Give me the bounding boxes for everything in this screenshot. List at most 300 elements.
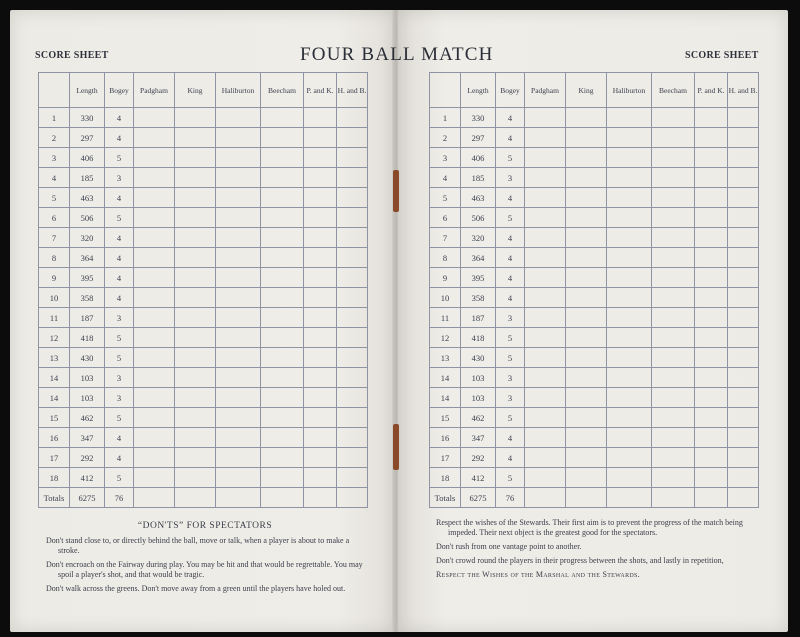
score-cell <box>607 408 652 428</box>
score-cell <box>337 188 368 208</box>
score-cell <box>728 148 759 168</box>
hole-bogey: 4 <box>105 268 134 288</box>
hole-bogey: 4 <box>105 228 134 248</box>
score-cell <box>175 168 216 188</box>
table-row <box>430 168 759 188</box>
totals-length: 6275 <box>461 488 496 508</box>
table-row <box>39 448 368 468</box>
score-cell <box>566 148 607 168</box>
hole-hole: 13 <box>430 348 461 368</box>
score-cell <box>652 108 695 128</box>
score-cell <box>216 368 261 388</box>
hole-length: 463 <box>461 188 496 208</box>
score-cell <box>134 448 175 468</box>
hole-length: 463 <box>70 188 105 208</box>
score-cell <box>175 468 216 488</box>
score-cell <box>216 208 261 228</box>
score-cell <box>175 208 216 228</box>
hole-length: 418 <box>70 328 105 348</box>
hole-bogey: 4 <box>105 288 134 308</box>
score-cell <box>134 268 175 288</box>
score-cell <box>337 368 368 388</box>
donts-title: “DON'TS” FOR SPECTATORS <box>137 521 273 531</box>
hole-hole: 11 <box>39 308 70 328</box>
score-cell <box>525 248 566 268</box>
score-cell <box>728 368 759 388</box>
table-row <box>430 228 759 248</box>
score-cell <box>261 408 304 428</box>
totals-row <box>39 488 368 508</box>
hole-length: 462 <box>70 408 105 428</box>
score-cell <box>728 128 759 148</box>
score-cell <box>304 108 337 128</box>
score-cell <box>525 228 566 248</box>
hole-length: 320 <box>461 228 496 248</box>
score-cell <box>695 248 728 268</box>
score-cell <box>134 128 175 148</box>
score-cell <box>216 228 261 248</box>
score-cell <box>525 348 566 368</box>
hole-hole: 17 <box>430 448 461 468</box>
table-row <box>430 408 759 428</box>
score-cell <box>304 328 337 348</box>
score-cell <box>261 288 304 308</box>
score-cell <box>695 208 728 228</box>
score-cell <box>652 248 695 268</box>
column-header: King <box>566 73 607 108</box>
score-cell <box>134 148 175 168</box>
score-cell <box>337 388 368 408</box>
score-cell <box>175 188 216 208</box>
hole-length: 358 <box>461 288 496 308</box>
score-cell <box>695 128 728 148</box>
table-row <box>39 428 368 448</box>
score-cell <box>337 488 368 508</box>
score-cell <box>261 128 304 148</box>
hole-length: 330 <box>70 108 105 128</box>
hole-hole: 8 <box>430 248 461 268</box>
hole-hole: 14 <box>430 368 461 388</box>
hole-length: 347 <box>461 428 496 448</box>
score-cell <box>525 108 566 128</box>
hole-length: 406 <box>70 148 105 168</box>
score-cell <box>525 448 566 468</box>
score-cell <box>216 188 261 208</box>
score-cell <box>261 488 304 508</box>
hole-length: 506 <box>461 208 496 228</box>
column-header: P. and K. <box>695 73 728 108</box>
column-header: King <box>175 73 216 108</box>
column-header: Beecham <box>261 73 304 108</box>
score-cell <box>652 188 695 208</box>
score-cell <box>134 328 175 348</box>
score-cell <box>175 228 216 248</box>
hole-bogey: 4 <box>496 128 525 148</box>
score-cell <box>337 128 368 148</box>
hole-hole: 3 <box>430 148 461 168</box>
column-header <box>430 73 461 108</box>
score-cell <box>728 448 759 468</box>
score-cell <box>566 468 607 488</box>
table-row <box>39 368 368 388</box>
staple-bottom <box>393 424 399 470</box>
hole-length: 330 <box>461 108 496 128</box>
dont-note: Don't encroach on the Fairway during play. You may be hit and that would be regrettable. You may spoil a player's shot, and that would be tragic. <box>46 560 363 579</box>
score-cell <box>728 488 759 508</box>
score-cell <box>261 428 304 448</box>
table-row <box>430 388 759 408</box>
hole-bogey: 4 <box>496 448 525 468</box>
score-cell <box>695 428 728 448</box>
score-cell <box>607 448 652 468</box>
score-cell <box>261 468 304 488</box>
score-cell <box>337 268 368 288</box>
score-cell <box>695 288 728 308</box>
table-row <box>39 228 368 248</box>
score-cell <box>652 268 695 288</box>
score-cell <box>134 428 175 448</box>
score-cell <box>216 268 261 288</box>
table-row <box>430 268 759 288</box>
score-cell <box>134 468 175 488</box>
totals-label: Totals <box>39 488 70 508</box>
column-header: Padgham <box>134 73 175 108</box>
score-cell <box>525 368 566 388</box>
score-cell <box>216 288 261 308</box>
hole-bogey: 5 <box>105 148 134 168</box>
score-cell <box>304 168 337 188</box>
spectator-donts <box>46 521 364 598</box>
score-cell <box>304 268 337 288</box>
score-cell <box>695 348 728 368</box>
score-cell <box>525 168 566 188</box>
score-cell <box>304 368 337 388</box>
hole-bogey: 4 <box>496 188 525 208</box>
table-row <box>39 468 368 488</box>
hole-hole: 4 <box>39 168 70 188</box>
score-cell <box>525 188 566 208</box>
score-cell <box>566 308 607 328</box>
page-title: FOUR BALL MATCH <box>300 44 494 65</box>
hole-bogey: 5 <box>105 468 134 488</box>
score-cell <box>134 388 175 408</box>
score-cell <box>607 288 652 308</box>
hole-hole: 3 <box>39 148 70 168</box>
totals-bogey: 76 <box>496 488 525 508</box>
hole-hole: 15 <box>39 408 70 428</box>
score-cell <box>337 448 368 468</box>
table-row <box>430 328 759 348</box>
hole-bogey: 5 <box>105 328 134 348</box>
score-cell <box>304 408 337 428</box>
hole-bogey: 4 <box>105 188 134 208</box>
hole-hole: 18 <box>39 468 70 488</box>
hole-hole: 7 <box>430 228 461 248</box>
hole-hole: 6 <box>39 208 70 228</box>
column-header: Haliburton <box>216 73 261 108</box>
score-cell <box>566 188 607 208</box>
hole-hole: 17 <box>39 448 70 468</box>
hole-bogey: 4 <box>496 108 525 128</box>
score-cell <box>728 428 759 448</box>
score-cell <box>695 228 728 248</box>
score-cell <box>566 128 607 148</box>
score-cell <box>134 228 175 248</box>
score-cell <box>175 108 216 128</box>
score-cell <box>216 128 261 148</box>
score-cell <box>304 148 337 168</box>
score-cell <box>566 228 607 248</box>
score-cell <box>607 268 652 288</box>
score-cell <box>216 448 261 468</box>
score-cell <box>261 348 304 368</box>
score-cell <box>525 308 566 328</box>
hole-hole: 5 <box>430 188 461 208</box>
score-cell <box>607 108 652 128</box>
hole-bogey: 5 <box>496 328 525 348</box>
score-cell <box>728 328 759 348</box>
score-cell <box>652 208 695 228</box>
score-cell <box>695 148 728 168</box>
score-cell <box>304 288 337 308</box>
hole-length: 395 <box>461 268 496 288</box>
score-cell <box>728 408 759 428</box>
score-cell <box>304 188 337 208</box>
hole-bogey: 4 <box>496 428 525 448</box>
hole-bogey: 4 <box>496 228 525 248</box>
column-header: Length <box>461 73 496 108</box>
hole-hole: 14 <box>430 388 461 408</box>
score-cell <box>337 148 368 168</box>
hole-hole: 1 <box>430 108 461 128</box>
hole-length: 185 <box>461 168 496 188</box>
score-cell <box>652 388 695 408</box>
score-cell <box>216 308 261 328</box>
score-cell <box>261 328 304 348</box>
table-header-row <box>430 73 759 108</box>
score-cell <box>175 448 216 468</box>
score-cell <box>216 408 261 428</box>
score-cell <box>566 268 607 288</box>
score-cell <box>728 188 759 208</box>
hole-bogey: 5 <box>496 408 525 428</box>
score-cell <box>134 288 175 308</box>
table-row <box>39 208 368 228</box>
column-header: Beecham <box>652 73 695 108</box>
table-row <box>430 248 759 268</box>
score-cell <box>216 488 261 508</box>
hole-bogey: 3 <box>496 168 525 188</box>
score-cell <box>607 368 652 388</box>
hole-hole: 13 <box>39 348 70 368</box>
score-cell <box>525 268 566 288</box>
score-cell <box>337 288 368 308</box>
hole-bogey: 4 <box>105 128 134 148</box>
score-cell <box>337 168 368 188</box>
hole-hole: 9 <box>39 268 70 288</box>
hole-bogey: 4 <box>105 448 134 468</box>
score-cell <box>607 388 652 408</box>
score-cell <box>607 428 652 448</box>
score-cell <box>134 168 175 188</box>
score-cell <box>261 188 304 208</box>
score-cell <box>607 148 652 168</box>
totals-label: Totals <box>430 488 461 508</box>
score-cell <box>304 468 337 488</box>
score-cell <box>652 148 695 168</box>
table-row <box>39 388 368 408</box>
hole-length: 395 <box>70 268 105 288</box>
score-cell <box>216 388 261 408</box>
hole-length: 103 <box>70 388 105 408</box>
score-cell <box>337 408 368 428</box>
score-cell <box>652 428 695 448</box>
hole-hole: 11 <box>430 308 461 328</box>
hole-length: 418 <box>461 328 496 348</box>
table-row <box>39 168 368 188</box>
score-cell <box>566 328 607 348</box>
hole-bogey: 4 <box>105 248 134 268</box>
hole-bogey: 5 <box>105 408 134 428</box>
score-cell <box>652 228 695 248</box>
hole-bogey: 5 <box>496 208 525 228</box>
hole-length: 292 <box>70 448 105 468</box>
score-cell <box>525 148 566 168</box>
score-cell <box>652 308 695 328</box>
score-cell <box>607 168 652 188</box>
hole-hole: 18 <box>430 468 461 488</box>
column-header: Bogey <box>496 73 525 108</box>
score-cell <box>728 228 759 248</box>
score-cell <box>304 488 337 508</box>
score-cell <box>175 148 216 168</box>
table-row <box>39 408 368 428</box>
table-row <box>39 308 368 328</box>
table-row <box>430 448 759 468</box>
table-row <box>39 108 368 128</box>
score-cell <box>607 248 652 268</box>
score-cell <box>607 308 652 328</box>
score-cell <box>216 168 261 188</box>
hole-length: 364 <box>461 248 496 268</box>
hole-hole: 16 <box>430 428 461 448</box>
score-cell <box>525 288 566 308</box>
table-row <box>430 148 759 168</box>
score-cell <box>134 208 175 228</box>
hole-bogey: 3 <box>105 308 134 328</box>
score-cell <box>175 348 216 368</box>
table-row <box>430 308 759 328</box>
score-cell <box>607 348 652 368</box>
score-cell <box>304 228 337 248</box>
table-row <box>430 428 759 448</box>
score-cell <box>261 148 304 168</box>
hole-length: 103 <box>461 388 496 408</box>
hole-length: 358 <box>70 288 105 308</box>
hole-hole: 10 <box>39 288 70 308</box>
score-cell <box>261 208 304 228</box>
score-cell <box>175 248 216 268</box>
score-cell <box>304 388 337 408</box>
score-cell <box>134 248 175 268</box>
score-cell <box>337 428 368 448</box>
column-header: H. and B. <box>337 73 368 108</box>
table-header-row <box>39 73 368 108</box>
table-row <box>39 128 368 148</box>
hole-length: 103 <box>70 368 105 388</box>
staple-top <box>393 170 399 212</box>
score-cell <box>728 268 759 288</box>
hole-hole: 9 <box>430 268 461 288</box>
score-cell <box>304 208 337 228</box>
table-row <box>39 328 368 348</box>
score-cell <box>261 308 304 328</box>
hole-length: 347 <box>70 428 105 448</box>
column-header: Haliburton <box>607 73 652 108</box>
score-cell <box>652 328 695 348</box>
score-cell <box>175 308 216 328</box>
score-cell <box>304 308 337 328</box>
score-cell <box>728 388 759 408</box>
score-cell <box>525 468 566 488</box>
hole-hole: 8 <box>39 248 70 268</box>
score-cell <box>728 168 759 188</box>
score-cell <box>337 308 368 328</box>
score-cell <box>175 488 216 508</box>
score-cell <box>261 228 304 248</box>
score-cell <box>261 108 304 128</box>
score-cell <box>304 248 337 268</box>
score-cell <box>175 408 216 428</box>
score-cell <box>337 248 368 268</box>
hole-bogey: 3 <box>105 368 134 388</box>
score-cell <box>134 488 175 508</box>
score-cell <box>337 108 368 128</box>
column-header: Length <box>70 73 105 108</box>
score-cell <box>566 288 607 308</box>
table-row <box>39 348 368 368</box>
score-cell <box>175 368 216 388</box>
score-cell <box>525 408 566 428</box>
score-cell <box>525 328 566 348</box>
score-cell <box>695 488 728 508</box>
score-cell <box>728 308 759 328</box>
score-cell <box>566 108 607 128</box>
score-cell <box>652 348 695 368</box>
score-cell <box>525 208 566 228</box>
hole-length: 406 <box>461 148 496 168</box>
score-cell <box>175 388 216 408</box>
hole-length: 462 <box>461 408 496 428</box>
score-cell <box>337 228 368 248</box>
steward-note-closing: Respect the Wishes of the Marshal and the Stewards. <box>436 570 640 579</box>
table-row <box>430 368 759 388</box>
score-cell <box>216 248 261 268</box>
score-cell <box>261 268 304 288</box>
hole-hole: 10 <box>430 288 461 308</box>
hole-hole: 5 <box>39 188 70 208</box>
hole-bogey: 3 <box>496 388 525 408</box>
score-cell <box>728 208 759 228</box>
hole-bogey: 4 <box>105 108 134 128</box>
score-cell <box>652 168 695 188</box>
hole-hole: 14 <box>39 368 70 388</box>
score-cell <box>304 448 337 468</box>
score-cell <box>261 248 304 268</box>
score-cell <box>566 488 607 508</box>
score-table-right <box>429 72 759 508</box>
score-cell <box>566 248 607 268</box>
